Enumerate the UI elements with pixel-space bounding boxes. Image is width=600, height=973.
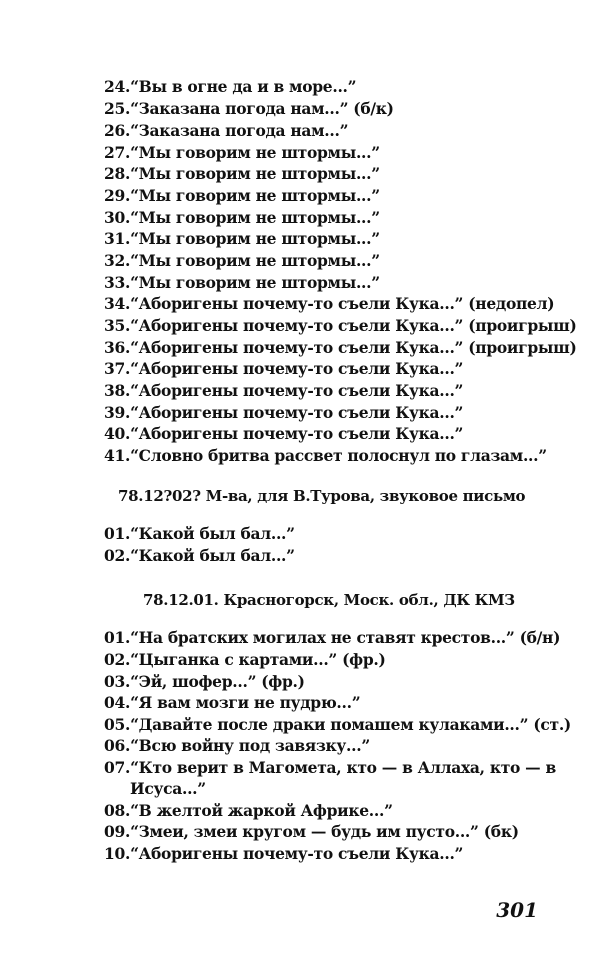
track-line: 31.“Мы говорим не штормы...”: [104, 229, 380, 248]
track-line: 25.“Заказана погода нам...” (б/к): [104, 99, 394, 118]
track-line: 01.“На братских могилах не ставят крестов...” (б/н): [104, 628, 561, 647]
track-line-continuation: Исуса...”: [130, 779, 206, 798]
track-line: 05.“Давайте после драки помашем кулаками...” (ст.): [104, 715, 571, 734]
track-line: 32.“Мы говорим не штормы...”: [104, 251, 380, 270]
track-line: 35.“Аборигены почему-то съели Кука...” (проигрыш): [104, 316, 577, 335]
track-line: 40.“Аборигены почему-то съели Кука...”: [104, 424, 464, 443]
track-line: 01.“Какой был бал...”: [104, 524, 295, 543]
track-line: 02.“Цыганка с картами...” (фр.): [104, 650, 386, 669]
track-line: 28.“Мы говорим не штормы...”: [104, 164, 380, 183]
track-line: 06.“Всю войну под завязку...”: [104, 736, 370, 755]
track-line: 02.“Какой был бал...”: [104, 546, 295, 565]
section-heading: 78.12.01. Красногорск, Моск. обл., ДК КМЗ: [143, 591, 515, 609]
track-line: 37.“Аборигены почему-то съели Кука...”: [104, 359, 464, 378]
section-heading: 78.12?02? М-ва, для В.Турова, звуковое письмо: [118, 487, 526, 505]
track-line: 08.“В желтой жаркой Африке...”: [104, 801, 393, 820]
track-line: 07.“Кто верит в Магомета, кто — в Аллаха, кто — в: [104, 758, 556, 777]
track-line: 10.“Аборигены почему-то съели Кука...”: [104, 844, 464, 863]
track-line: 41.“Словно бритва рассвет полоснул по глазам...”: [104, 446, 547, 465]
track-line: 03.“Эй, шофер...” (фр.): [104, 672, 305, 691]
track-line: 36.“Аборигены почему-то съели Кука...” (проигрыш): [104, 338, 577, 357]
track-line: 24.“Вы в огне да и в море...”: [104, 77, 357, 96]
track-line: 29.“Мы говорим не штормы...”: [104, 186, 380, 205]
page-number: 301: [496, 898, 538, 922]
track-line: 04.“Я вам мозги не пудрю...”: [104, 693, 361, 712]
track-line: 09.“Змеи, змеи кругом — будь им пусто...” (бк): [104, 822, 519, 841]
track-line: 30.“Мы говорим не штормы...”: [104, 208, 380, 227]
track-line: 26.“Заказана погода нам...”: [104, 121, 349, 140]
track-line: 33.“Мы говорим не штормы...”: [104, 273, 380, 292]
track-line: 27.“Мы говорим не штормы...”: [104, 143, 380, 162]
track-line: 39.“Аборигены почему-то съели Кука...”: [104, 403, 464, 422]
track-line: 38.“Аборигены почему-то съели Кука...”: [104, 381, 464, 400]
track-line: 34.“Аборигены почему-то съели Кука...” (недопел): [104, 294, 555, 313]
